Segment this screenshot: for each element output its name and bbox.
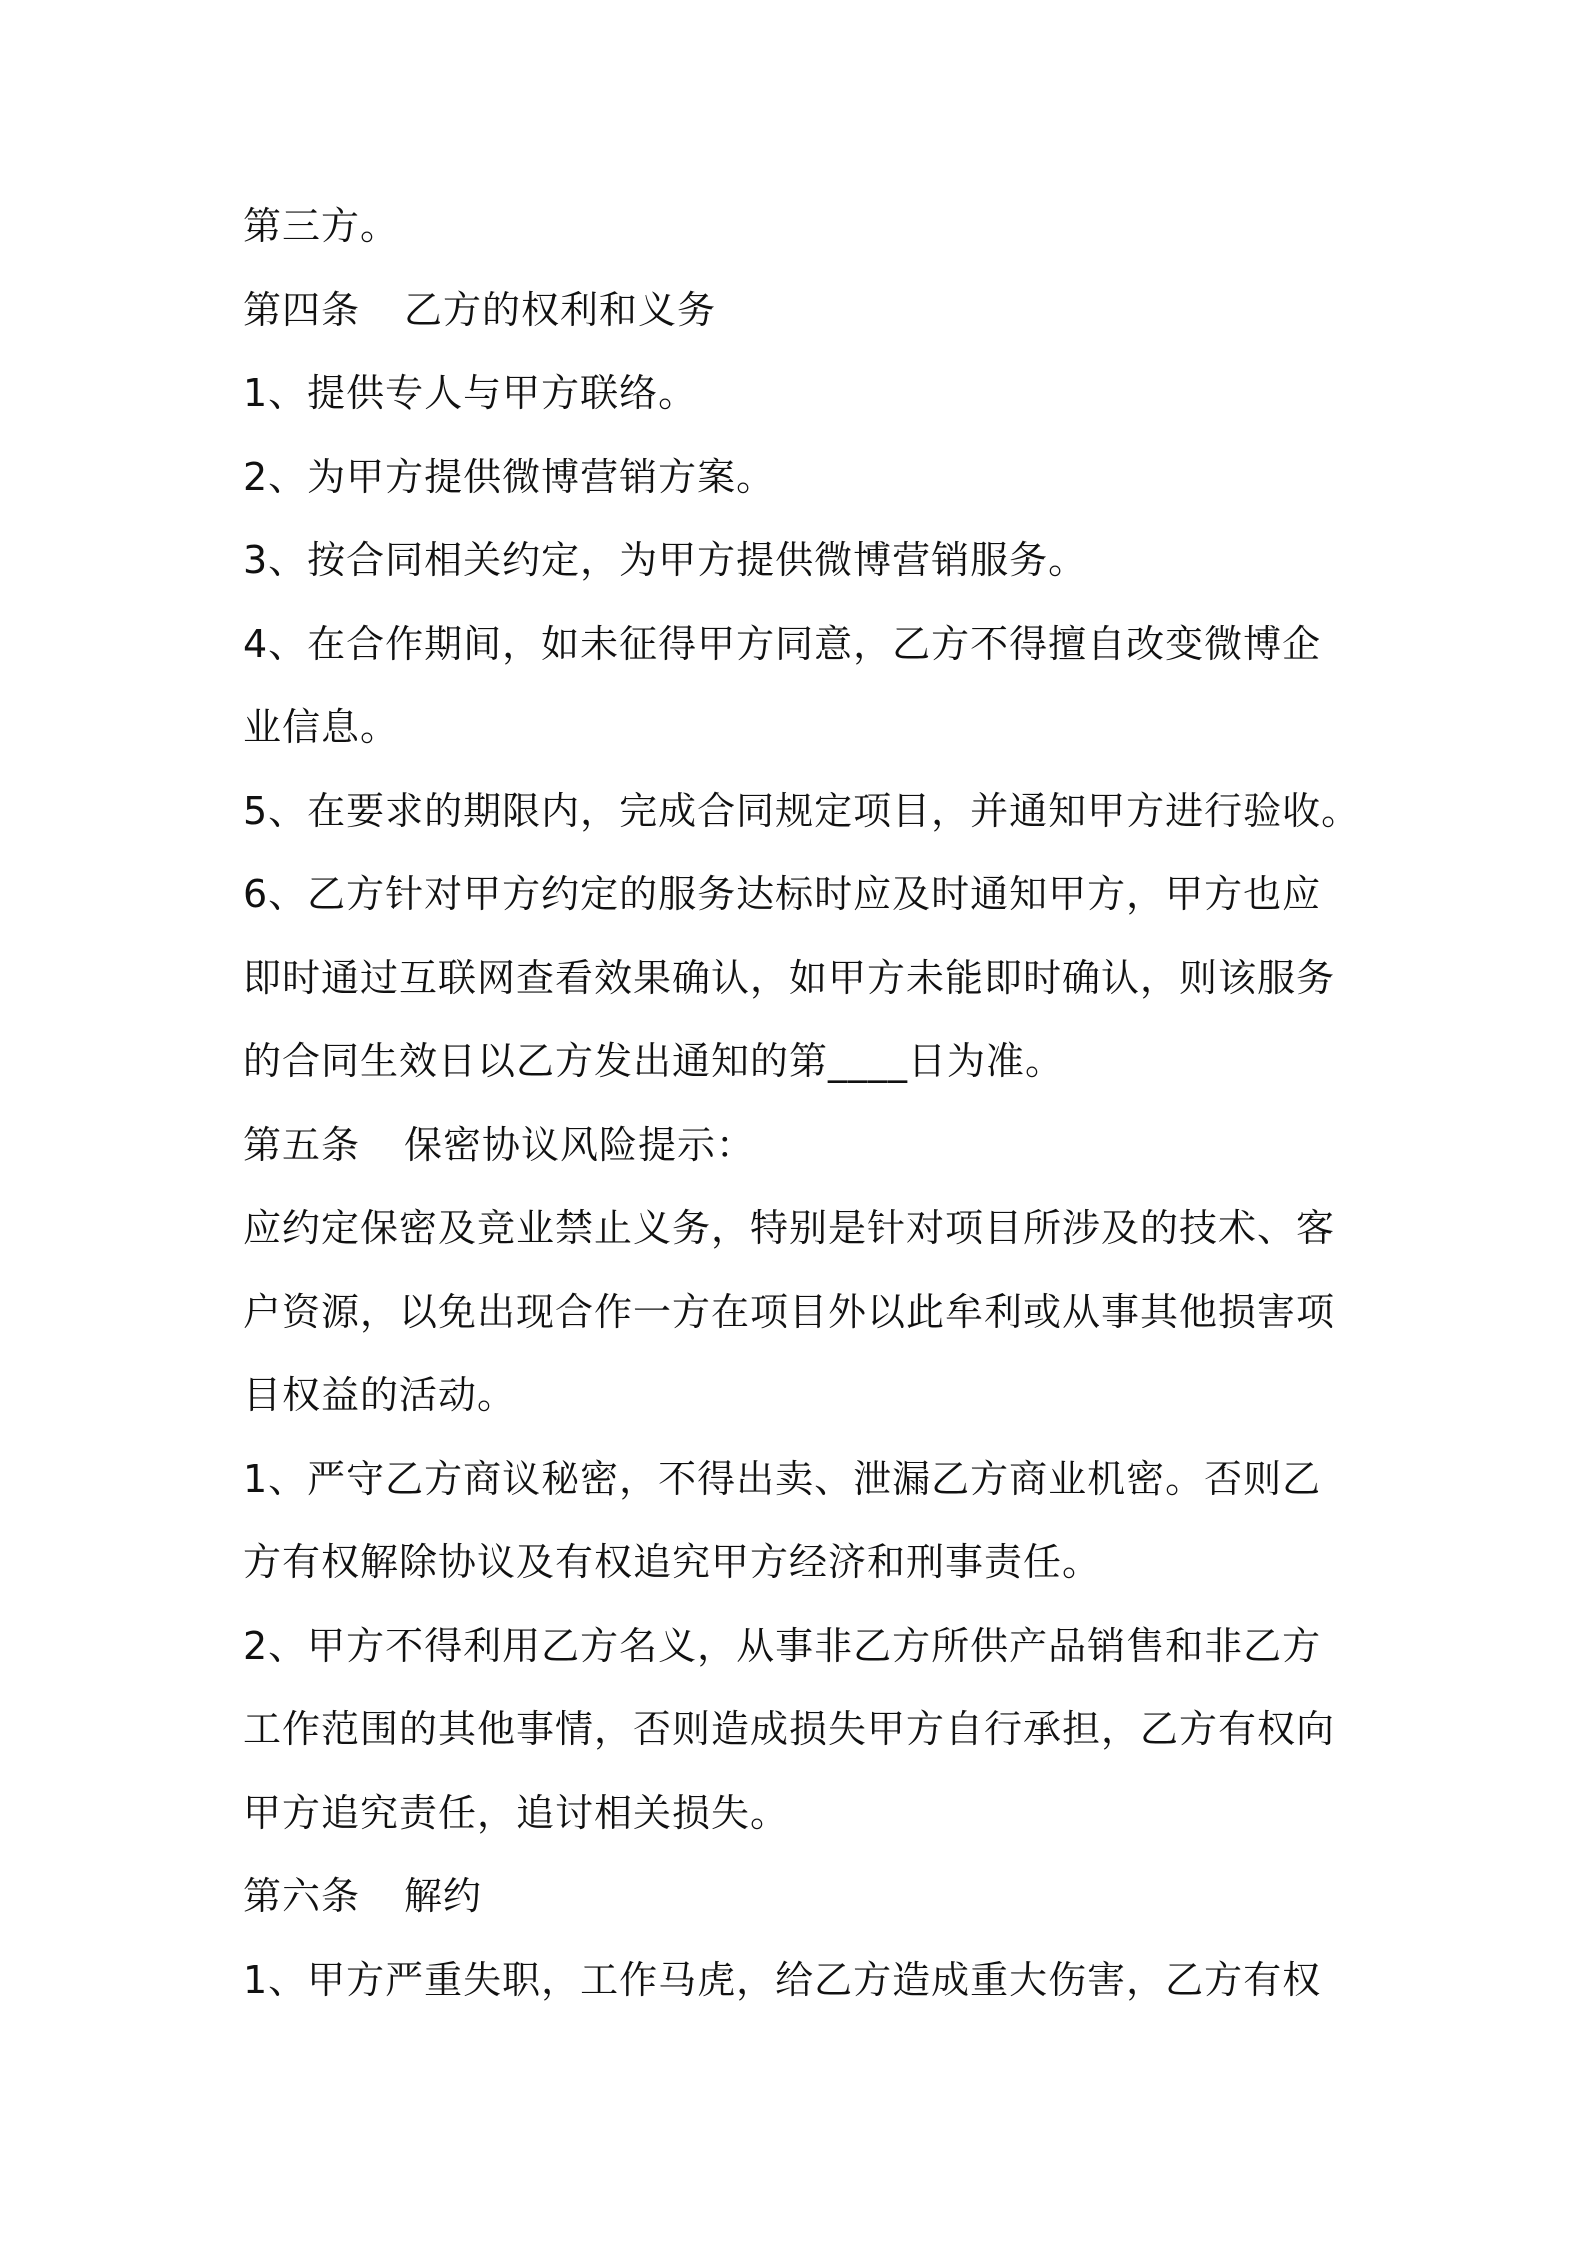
article-number: 第四条	[243, 287, 361, 332]
text-line: 甲方追究责任，追讨相关损失。	[243, 1790, 790, 1835]
text-line: 2、为甲方提供微博营销方案。	[243, 454, 776, 499]
text-line: 户资源，以免出现合作一方在项目外以此牟利或从事其他损害项	[243, 1289, 1336, 1334]
text-line: 工作范围的其他事情，否则造成损失甲方自行承担，乙方有权向	[243, 1707, 1336, 1751]
article-title: 解约	[404, 1874, 483, 1918]
text-line: 应约定保密及竞业禁止义务，特别是针对项目所涉及的技术、客	[243, 1206, 1336, 1250]
article-title: 保密协议风险提示：	[404, 1122, 756, 1167]
text-line: 业信息。	[243, 705, 400, 749]
text-line: 目权益的活动。	[243, 1373, 517, 1417]
text-line: 3、按合同相关约定，为甲方提供微博营销服务。	[243, 538, 1088, 582]
text-line: 第三方。	[243, 204, 400, 248]
text-line: 的合同生效日以乙方发出通知的第____日为准。	[243, 1039, 1065, 1083]
text-line: 5、在要求的期限内，完成合同规定项目，并通知甲方进行验收。	[243, 788, 1361, 833]
article-number: 第六条	[243, 1874, 361, 1918]
article-number: 第五条	[243, 1122, 361, 1167]
document-body	[243, 196, 1373, 2033]
text-line: 1、提供专人与甲方联络。	[243, 371, 698, 415]
article-6-heading	[243, 1866, 1373, 1950]
article-4-heading	[243, 280, 1373, 364]
text-line: 1、严守乙方商议秘密，不得出卖、泄漏乙方商业机密。否则乙	[243, 1456, 1322, 1501]
text-line: 方有权解除协议及有权追究甲方经济和刑事责任。	[243, 1540, 1102, 1584]
text-line: 即时通过互联网查看效果确认，如甲方未能即时确认，则该服务	[243, 955, 1336, 1000]
text-line: 1、甲方严重失职，工作马虎，给乙方造成重大伤害，乙方有权	[243, 1957, 1322, 2002]
article-5-heading	[243, 1115, 1373, 1199]
text-line: 6、乙方针对甲方约定的服务达标时应及时通知甲方，甲方也应	[243, 872, 1322, 916]
article-title: 乙方的权利和义务	[404, 287, 717, 332]
text-line: 2、甲方不得利用乙方名义，从事非乙方所供产品销售和非乙方	[243, 1623, 1322, 1668]
text-line: 4、在合作期间，如未征得甲方同意，乙方不得擅自改变微博企	[243, 621, 1322, 666]
